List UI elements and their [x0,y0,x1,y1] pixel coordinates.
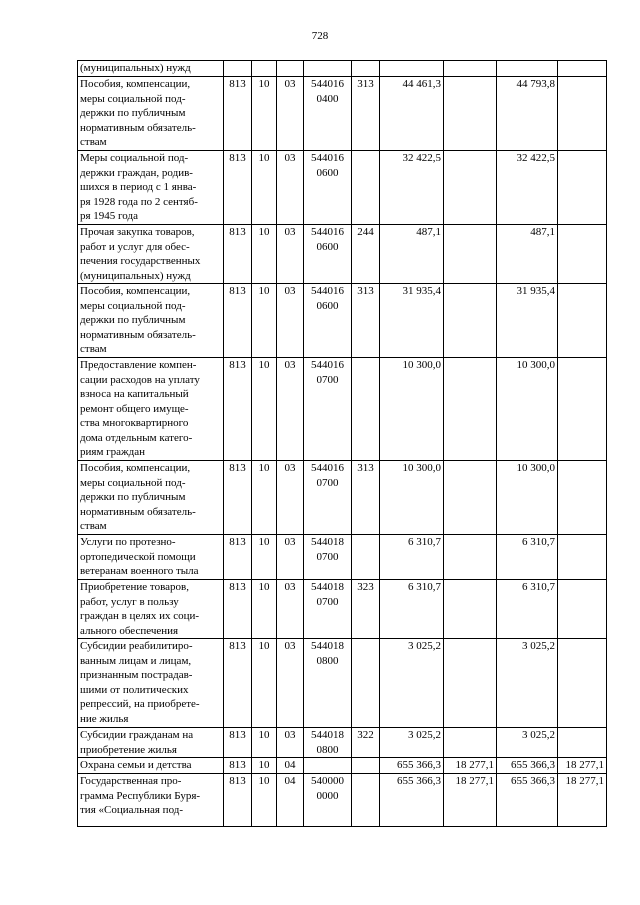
subsection-code: 03 [277,639,304,728]
ministry-code: 813 [224,580,252,639]
budget-table [77,60,607,827]
subsection-code: 03 [277,461,304,535]
amount-year2-subventions [558,284,607,358]
table-row [78,61,607,77]
amount-year2-subventions: 18 277,1 [558,758,607,774]
subsection-code: 03 [277,580,304,639]
amount-year2-subventions [558,580,607,639]
expense-type-code [352,639,380,728]
amount-year2: 31 935,4 [497,284,558,358]
row-name: Предоставление компен- сации расходов на уплату взноса на капитальный ремонт общего имуще- ства многоквартирного дома отдельным катего- риям граждан [78,358,224,461]
section-code: 10 [252,151,277,225]
subsection-code: 03 [277,77,304,151]
amount-year1-subventions [444,61,497,77]
ministry-code: 813 [224,77,252,151]
target-article-code [304,758,352,774]
target-article-code: 544018 0700 [304,580,352,639]
table-row [78,284,607,358]
table-row [78,639,607,728]
table-row [78,358,607,461]
section-code: 10 [252,358,277,461]
row-name: Пособия, компенсации, меры социальной под- держки по публичным нормативным обязатель- ствам [78,284,224,358]
expense-type-code [352,151,380,225]
expense-type-code [352,758,380,774]
amount-year2-subventions [558,461,607,535]
section-code: 10 [252,580,277,639]
section-code: 10 [252,461,277,535]
amount-year1-subventions [444,535,497,580]
amount-year1 [380,61,444,77]
expense-type-code: 313 [352,77,380,151]
amount-year2: 655 366,3 [497,758,558,774]
amount-year1: 10 300,0 [380,358,444,461]
expense-type-code: 244 [352,225,380,284]
amount-year1: 31 935,4 [380,284,444,358]
amount-year1-subventions [444,358,497,461]
amount-year1-subventions [444,284,497,358]
table-row [78,77,607,151]
amount-year2-subventions [558,639,607,728]
amount-year1: 655 366,3 [380,758,444,774]
section-code: 10 [252,774,277,827]
amount-year1-subventions: 18 277,1 [444,758,497,774]
amount-year1-subventions [444,77,497,151]
target-article-code: 540000 0000 [304,774,352,827]
subsection-code: 04 [277,758,304,774]
subsection-code: 04 [277,774,304,827]
expense-type-code [352,774,380,827]
row-name: Субсидии гражданам на приобретение жилья [78,728,224,758]
section-code: 10 [252,728,277,758]
target-article-code: 544018 0700 [304,535,352,580]
row-name: (муниципальных) нужд [78,61,224,77]
ministry-code: 813 [224,151,252,225]
amount-year2: 44 793,8 [497,77,558,151]
table-row [78,774,607,827]
table-row [78,580,607,639]
target-article-code [304,61,352,77]
expense-type-code [352,535,380,580]
ministry-code: 813 [224,535,252,580]
subsection-code: 03 [277,358,304,461]
subsection-code: 03 [277,225,304,284]
amount-year2: 3 025,2 [497,639,558,728]
amount-year1: 10 300,0 [380,461,444,535]
amount-year2: 487,1 [497,225,558,284]
row-name: Субсидии реабилитиро- ванным лицам и лицам, признанным пострадав- шими от политических репрессий, на приобрете- ние жилья [78,639,224,728]
row-name: Пособия, компенсации, меры социальной под- держки по публичным нормативным обязатель- ствам [78,461,224,535]
ministry-code: 813 [224,758,252,774]
amount-year2: 10 300,0 [497,461,558,535]
subsection-code: 03 [277,151,304,225]
amount-year1: 32 422,5 [380,151,444,225]
amount-year2: 10 300,0 [497,358,558,461]
amount-year1: 3 025,2 [380,639,444,728]
amount-year2-subventions [558,61,607,77]
table-row [78,728,607,758]
amount-year1-subventions [444,461,497,535]
amount-year2-subventions [558,77,607,151]
amount-year1-subventions [444,580,497,639]
target-article-code: 544016 0600 [304,225,352,284]
amount-year1: 6 310,7 [380,580,444,639]
target-article-code: 544016 0700 [304,461,352,535]
amount-year2: 6 310,7 [497,535,558,580]
amount-year1: 6 310,7 [380,535,444,580]
subsection-code: 03 [277,535,304,580]
table-row [78,151,607,225]
target-article-code: 544016 0400 [304,77,352,151]
ministry-code: 813 [224,728,252,758]
ministry-code: 813 [224,225,252,284]
expense-type-code: 322 [352,728,380,758]
amount-year2-subventions [558,535,607,580]
expense-type-code: 313 [352,461,380,535]
ministry-code: 813 [224,284,252,358]
expense-type-code: 313 [352,284,380,358]
page-number: 728 [311,30,329,42]
subsection-code [277,61,304,77]
row-name: Государственная про- грамма Республики Буря- тия «Социальная под- [78,774,224,827]
row-name: Пособия, компенсации, меры социальной под- держки по публичным нормативным обязатель- ствам [78,77,224,151]
amount-year2-subventions: 18 277,1 [558,774,607,827]
section-code: 10 [252,535,277,580]
amount-year2: 6 310,7 [497,580,558,639]
ministry-code [224,61,252,77]
section-code: 10 [252,758,277,774]
budget-table-body [78,61,607,827]
target-article-code: 544018 0800 [304,728,352,758]
amount-year2-subventions [558,358,607,461]
amount-year1-subventions [444,639,497,728]
row-name: Услуги по протезно- ортопедической помощи ветеранам военного тыла [78,535,224,580]
section-code: 10 [252,225,277,284]
amount-year1-subventions [444,225,497,284]
target-article-code: 544016 0700 [304,358,352,461]
row-name: Прочая закупка товаров, работ и услуг для обес- печения государственных (муниципальных) нужд [78,225,224,284]
target-article-code: 544018 0800 [304,639,352,728]
section-code: 10 [252,639,277,728]
amount-year1: 3 025,2 [380,728,444,758]
amount-year1-subventions [444,728,497,758]
ministry-code: 813 [224,461,252,535]
expense-type-code: 323 [352,580,380,639]
section-code: 10 [252,77,277,151]
amount-year1: 44 461,3 [380,77,444,151]
table-row [78,225,607,284]
amount-year2-subventions [558,728,607,758]
target-article-code: 544016 0600 [304,284,352,358]
target-article-code: 544016 0600 [304,151,352,225]
amount-year2-subventions [558,225,607,284]
amount-year2: 655 366,3 [497,774,558,827]
amount-year1-subventions [444,151,497,225]
subsection-code: 03 [277,728,304,758]
table-row [78,758,607,774]
ministry-code: 813 [224,358,252,461]
ministry-code: 813 [224,639,252,728]
section-code [252,61,277,77]
table-row [78,461,607,535]
expense-type-code [352,61,380,77]
table-row [78,535,607,580]
row-name: Охрана семьи и детства [78,758,224,774]
amount-year1-subventions: 18 277,1 [444,774,497,827]
subsection-code: 03 [277,284,304,358]
amount-year1: 655 366,3 [380,774,444,827]
amount-year1: 487,1 [380,225,444,284]
row-name: Меры социальной под- держки граждан, родив- шихся в период с 1 янва- ря 1928 года по 2 сентяб- ря 1945 года [78,151,224,225]
amount-year2: 32 422,5 [497,151,558,225]
amount-year2 [497,61,558,77]
row-name: Приобретение товаров, работ, услуг в пользу граждан в целях их соци- ального обеспечения [78,580,224,639]
section-code: 10 [252,284,277,358]
ministry-code: 813 [224,774,252,827]
amount-year2: 3 025,2 [497,728,558,758]
amount-year2-subventions [558,151,607,225]
expense-type-code [352,358,380,461]
